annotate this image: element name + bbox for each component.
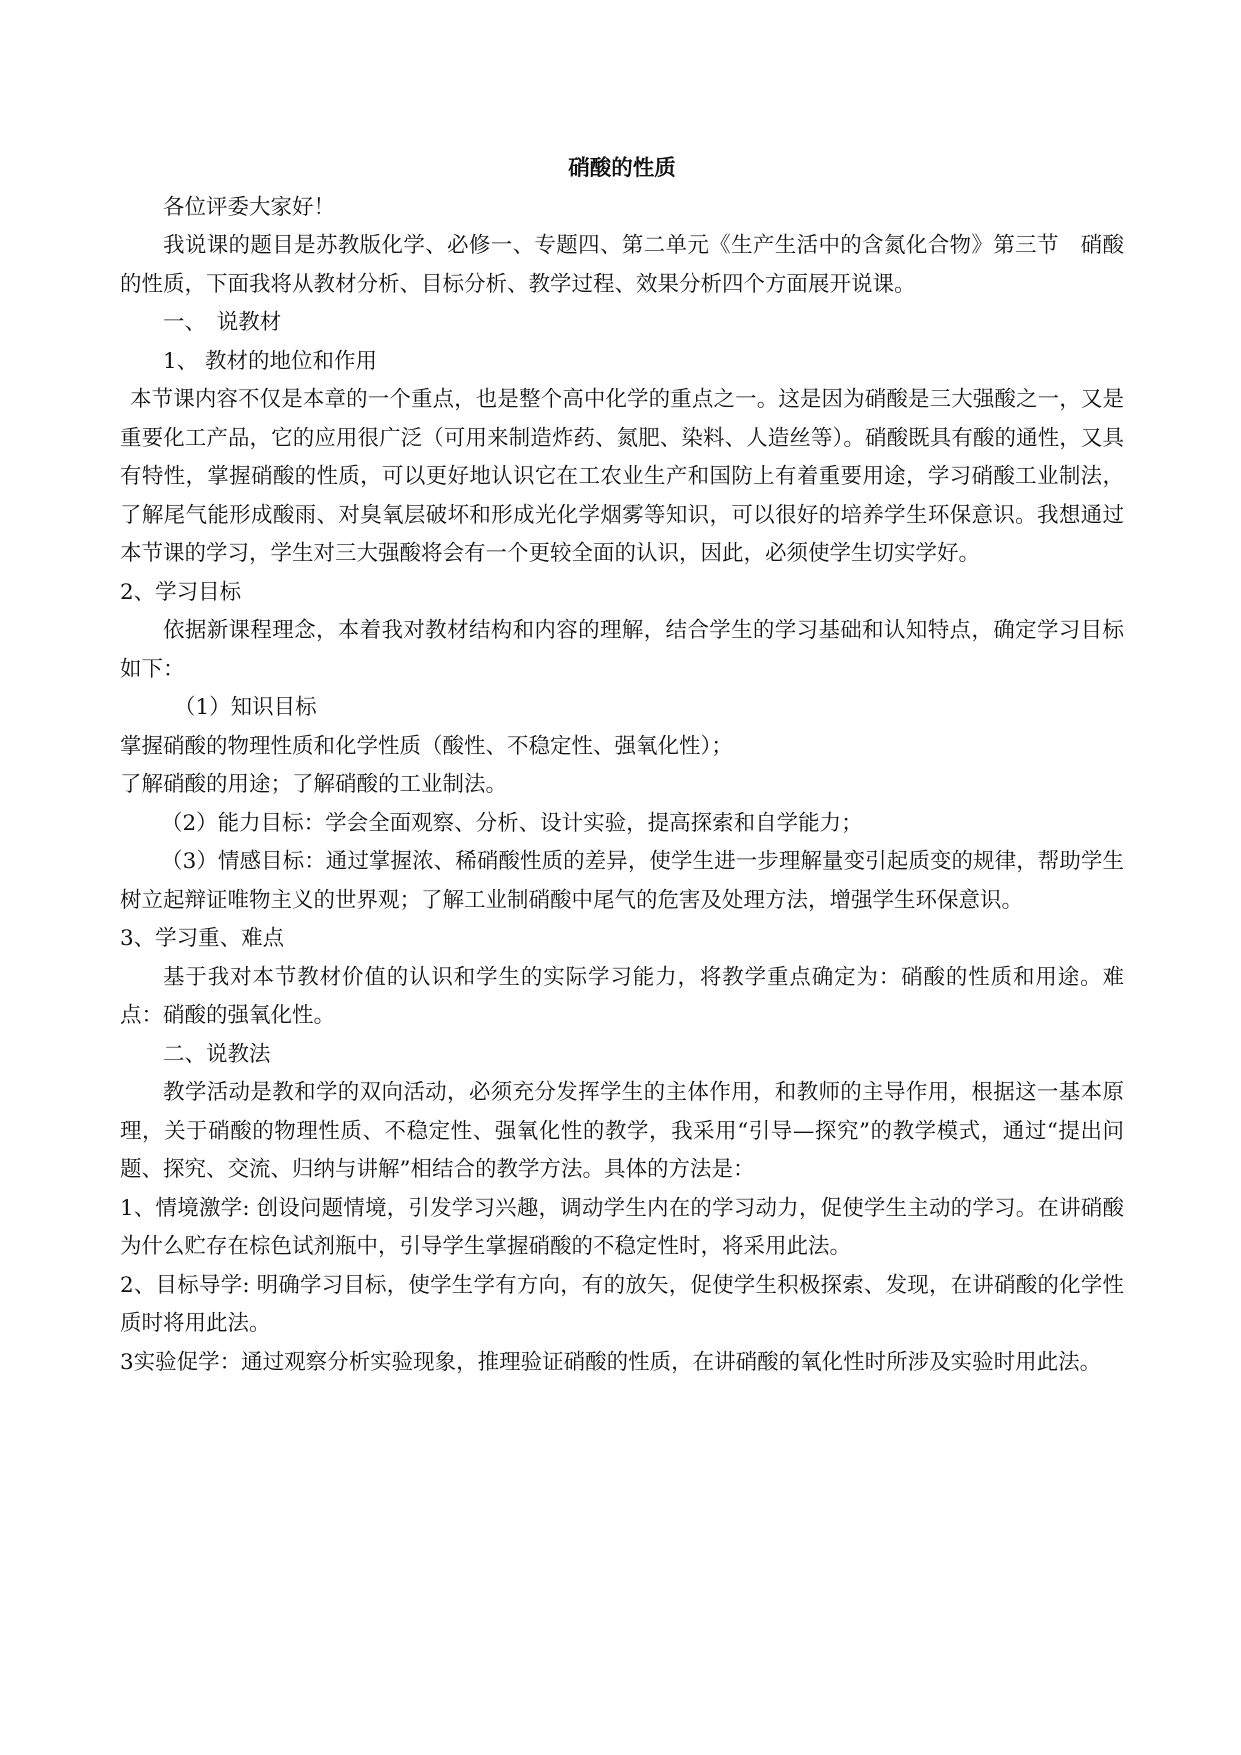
paragraph: 1、 教材的地位和作用 — [163, 348, 378, 374]
document-title: 硝酸的性质 — [568, 156, 676, 181]
paragraph: （3）情感目标：通过掌握浓、稀硝酸性质的差异，使学生进一步理解量变引起质变的规律，帮助学生树立起辩证唯物主义的世界观；了解工业制硝酸中尾气的危害及处理方法，增强学生环保意识。 — [120, 849, 1124, 913]
document-page — [120, 150, 1124, 1382]
paragraph: 2、学习目标 — [120, 579, 242, 605]
paragraph: 我说课的题目是苏教版化学、必修一、专题四、第二单元《生产生活中的含氮化合物》第三节 硝酸的性质，下面我将从教材分析、目标分析、教学过程、效果分析四个方面展开说课。 — [120, 233, 1124, 297]
document-body — [120, 189, 1124, 1383]
paragraph: （1）知识目标 — [174, 695, 317, 720]
paragraph: 3、学习重、难点 — [120, 926, 285, 951]
paragraph: 各位评委大家好！ — [163, 194, 336, 220]
paragraph: 二、说教法 — [163, 1041, 271, 1067]
paragraph: 1、情境激学: 创设问题情境，引发学习兴趣，调动学生内在的学习动力，促使学生主动的学习。在讲硝酸为什么贮存在棕色试剂瓶中，引导学生掌握硝酸的不稳定性时，将采用此法。 — [120, 1195, 1124, 1259]
paragraph: 教学活动是教和学的双向活动，必须充分发挥学生的主体作用，和教师的主导作用，根据这一基本原理，关于硝酸的物理性质、不稳定性、强氧化性的教学，我采用“引导—探究”的教学模式，通过“提出问题、探究、交流、归纳与讲解”相结合的教学方法。具体的方法是： — [120, 1080, 1124, 1182]
paragraph: （2）能力目标：学会全面观察、分析、设计实验，提高探索和自学能力； — [161, 810, 863, 836]
paragraph: 基于我对本节教材价值的认识和学生的实际学习能力，将教学重点确定为：硝酸的性质和用途。难点：硝酸的强氧化性。 — [120, 964, 1124, 1028]
paragraph: 3实验促学：通过观察分析实验现象，推理验证硝酸的性质，在讲硝酸的氧化性时所涉及实验时用此法。 — [120, 1349, 1102, 1375]
paragraph: 掌握硝酸的物理性质和化学性质（酸性、不稳定性、强氧化性）； — [120, 733, 733, 759]
paragraph: 本节课内容不仅是本章的一个重点，也是整个高中化学的重点之一。这是因为硝酸是三大强酸之一，又是重要化工产品，它的应用很广泛（可用来制造炸药、氮肥、染料、人造丝等）。硝酸既具有酸的通性，又具有特性，掌握硝酸的性质，可以更好地认识它在工农业生产和国防上有着重要用途，学习硝酸工业制法，了解尾气能形成酸雨、对臭氧层破坏和形成光化学烟雾等知识，可以很好的培养学生环保意识。我想通过本节课的学习，学生对三大强酸将会有一个更较全面的认识，因此，必须使学生切实学好。 — [120, 387, 1124, 566]
paragraph: 依据新课程理念，本着我对教材结构和内容的理解，结合学生的学习基础和认知特点，确定学习目标如下： — [120, 618, 1124, 682]
paragraph: 了解硝酸的用途；了解硝酸的工业制法。 — [120, 772, 508, 797]
paragraph: 一、 说教材 — [163, 310, 282, 335]
paragraph: 2、目标导学: 明确学习目标，使学生学有方向，有的放矢，促使学生积极探索、发现，在讲硝酸的化学性质时将用此法。 — [120, 1272, 1124, 1336]
